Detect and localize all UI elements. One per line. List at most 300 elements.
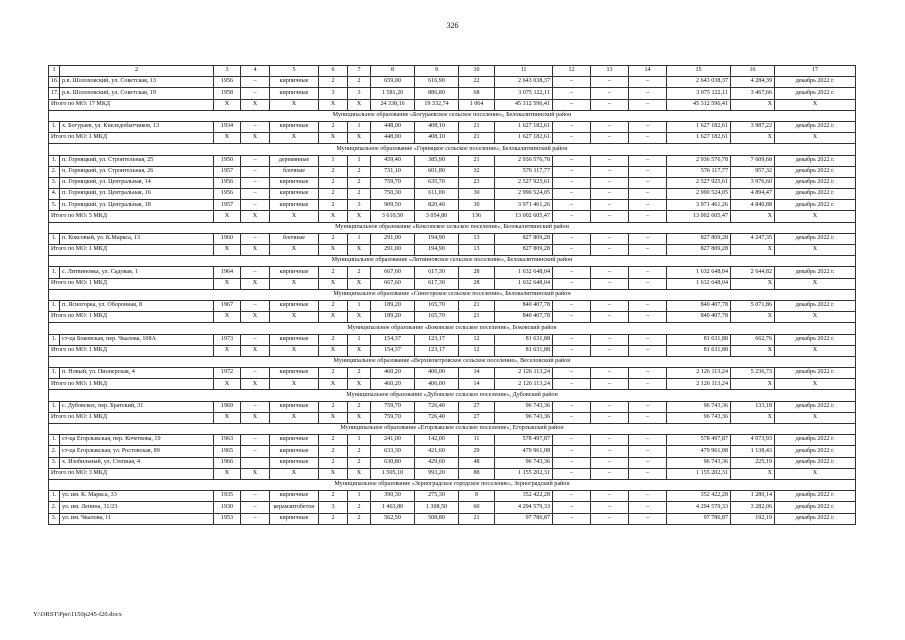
total-cell: 12 bbox=[459, 345, 495, 356]
building-cell: 3 075 122,11 bbox=[667, 88, 731, 99]
building-cell: 5 236,73 bbox=[731, 368, 775, 379]
total-cell: X bbox=[214, 245, 241, 256]
building-cell: кирпичные bbox=[270, 267, 319, 278]
building-cell: – bbox=[629, 300, 667, 311]
building-cell: 840 407,78 bbox=[667, 300, 731, 311]
municipality-title: Муниципальное образование «Литвиновское сельское поселение», Белокалитвинский район bbox=[49, 256, 856, 267]
building-cell: 1 632 648,04 bbox=[495, 267, 553, 278]
column-number-cell: 2 bbox=[60, 66, 214, 77]
total-cell: X bbox=[214, 211, 241, 222]
municipality-title: Муниципальное образование «Зерноградское городское поселение», Зерноградский район bbox=[49, 479, 856, 490]
building-cell: 448,00 bbox=[371, 121, 415, 132]
building-cell: – bbox=[553, 435, 591, 446]
building-cell: 1. bbox=[49, 300, 60, 311]
total-cell: 81 631,88 bbox=[667, 345, 731, 356]
municipality-section-row bbox=[49, 356, 856, 367]
building-cell: – bbox=[241, 177, 270, 188]
building-cell: 1. bbox=[49, 368, 60, 379]
total-cell: X bbox=[214, 345, 241, 356]
building-cell: декабрь 2022 г. bbox=[775, 200, 856, 211]
building-cell: кирпичные bbox=[270, 121, 319, 132]
building-cell: 659,00 bbox=[371, 77, 415, 88]
total-cell: X bbox=[731, 312, 775, 323]
building-cell: 827 809,28 bbox=[495, 233, 553, 244]
building-cell: 820,40 bbox=[415, 200, 459, 211]
total-cell: 19 332,74 bbox=[415, 99, 459, 110]
building-cell: 17. bbox=[49, 88, 60, 99]
building-cell: 97 786,87 bbox=[667, 513, 731, 524]
building-cell: п. Горняцкий, ул. Центральная, 14 bbox=[60, 177, 214, 188]
building-row bbox=[49, 233, 856, 244]
building-cell: – bbox=[591, 368, 629, 379]
building-cell: – bbox=[629, 200, 667, 211]
total-cell: X bbox=[775, 133, 856, 144]
building-cell: с. Литвиновка, ул. Садовая, 1 bbox=[60, 267, 214, 278]
building-cell: 2. bbox=[49, 446, 60, 457]
total-cell: – bbox=[591, 379, 629, 390]
total-cell: X bbox=[731, 133, 775, 144]
municipality-total-row bbox=[49, 133, 856, 144]
municipality-total-row bbox=[49, 245, 856, 256]
building-cell: 16. bbox=[49, 77, 60, 88]
column-number-cell: 14 bbox=[629, 66, 667, 77]
building-cell: х. Изобильный, ул. Степная, 4 bbox=[60, 457, 214, 468]
building-cell: – bbox=[629, 77, 667, 88]
building-cell: – bbox=[553, 177, 591, 188]
total-cell: 827 809,28 bbox=[667, 245, 731, 256]
total-cell: 759,70 bbox=[371, 412, 415, 423]
building-cell: кирпичные bbox=[270, 368, 319, 379]
total-cell: 136 bbox=[459, 211, 495, 222]
building-cell: 1 627 182,61 bbox=[667, 121, 731, 132]
building-cell: 13 bbox=[459, 233, 495, 244]
total-cell: 189,20 bbox=[371, 312, 415, 323]
building-cell: 562,50 bbox=[371, 513, 415, 524]
building-cell: 1950 bbox=[214, 155, 241, 166]
building-cell: 241,00 bbox=[371, 435, 415, 446]
building-cell: деревянные bbox=[270, 155, 319, 166]
building-cell: 189,20 bbox=[371, 300, 415, 311]
building-cell: декабрь 2022 г. bbox=[775, 491, 856, 502]
building-cell: 617,30 bbox=[415, 267, 459, 278]
building-cell: – bbox=[591, 491, 629, 502]
total-cell: 81 631,88 bbox=[495, 345, 553, 356]
building-cell: – bbox=[553, 267, 591, 278]
building-cell: 459,40 bbox=[371, 155, 415, 166]
total-cell: – bbox=[553, 211, 591, 222]
column-number-cell: 5 bbox=[270, 66, 319, 77]
building-cell: с. Дубовское, пер. Братский, 31 bbox=[60, 401, 214, 412]
building-row bbox=[49, 457, 856, 468]
building-cell: 479 961,08 bbox=[495, 446, 553, 457]
building-cell: – bbox=[241, 267, 270, 278]
building-cell: 1953 bbox=[214, 513, 241, 524]
total-cell: X bbox=[319, 345, 348, 356]
building-cell: 2 bbox=[319, 491, 348, 502]
total-cell: X bbox=[775, 345, 856, 356]
building-row bbox=[49, 368, 856, 379]
building-cell: 60 bbox=[459, 502, 495, 513]
building-cell: 630,80 bbox=[371, 457, 415, 468]
building-cell: – bbox=[629, 435, 667, 446]
total-cell: X bbox=[319, 211, 348, 222]
total-cell: X bbox=[214, 379, 241, 390]
building-cell: – bbox=[241, 300, 270, 311]
total-cell: – bbox=[591, 468, 629, 479]
municipality-total-row bbox=[49, 312, 856, 323]
total-cell: 408,10 bbox=[415, 133, 459, 144]
building-cell: 4 840,88 bbox=[731, 200, 775, 211]
building-cell: – bbox=[629, 177, 667, 188]
total-cell: 28 bbox=[459, 278, 495, 289]
building-cell: кирпичные bbox=[270, 334, 319, 345]
building-cell: блочные bbox=[270, 166, 319, 177]
building-cell: 3 bbox=[348, 88, 371, 99]
building-row bbox=[49, 401, 856, 412]
total-cell: X bbox=[241, 245, 270, 256]
building-cell: 1. bbox=[49, 334, 60, 345]
building-cell: кирпичные bbox=[270, 300, 319, 311]
building-cell: 578 497,87 bbox=[667, 435, 731, 446]
building-cell: 1965 bbox=[214, 446, 241, 457]
footer-file-path: Y:\ORST\Ppo\1150p245-f20.docx bbox=[33, 611, 122, 618]
total-cell: 1 627 182,61 bbox=[667, 133, 731, 144]
building-cell: декабрь 2022 г. bbox=[775, 233, 856, 244]
total-cell: X bbox=[348, 312, 371, 323]
building-cell: 14 bbox=[459, 368, 495, 379]
building-cell: – bbox=[553, 121, 591, 132]
municipality-section-row bbox=[49, 289, 856, 300]
building-cell: 2 126 113,24 bbox=[667, 368, 731, 379]
municipality-total-row bbox=[49, 468, 856, 479]
building-cell: кирпичные bbox=[270, 189, 319, 200]
column-number-cell: 17 bbox=[775, 66, 856, 77]
total-cell: 1 155 202,31 bbox=[495, 468, 553, 479]
building-cell: ул. им. Ленина, 31/23 bbox=[60, 502, 214, 513]
total-cell: X bbox=[214, 468, 241, 479]
building-cell: 4 284,39 bbox=[731, 77, 775, 88]
column-number-cell: 3 bbox=[214, 66, 241, 77]
building-cell: 4. bbox=[49, 189, 60, 200]
total-cell: X bbox=[241, 211, 270, 222]
housing-table bbox=[48, 65, 856, 525]
building-cell: – bbox=[241, 155, 270, 166]
building-cell: 2. bbox=[49, 502, 60, 513]
total-cell: 406,00 bbox=[415, 379, 459, 390]
municipality-section-row bbox=[49, 323, 856, 334]
total-cell: – bbox=[629, 278, 667, 289]
total-cell: – bbox=[629, 211, 667, 222]
building-cell: 291,00 bbox=[371, 233, 415, 244]
building-cell: 1 138,43 bbox=[731, 446, 775, 457]
column-number-cell: 7 bbox=[348, 66, 371, 77]
building-row bbox=[49, 300, 856, 311]
total-cell: – bbox=[591, 312, 629, 323]
building-cell: – bbox=[591, 189, 629, 200]
building-cell: – bbox=[553, 200, 591, 211]
column-number-cell: 4 bbox=[241, 66, 270, 77]
building-cell: 2 643 038,37 bbox=[667, 77, 731, 88]
total-cell: X bbox=[775, 99, 856, 110]
building-cell: – bbox=[241, 513, 270, 524]
column-number-cell: 8 bbox=[371, 66, 415, 77]
building-cell: 408,10 bbox=[415, 121, 459, 132]
building-cell: 1930 bbox=[214, 502, 241, 513]
building-cell: кирпичные bbox=[270, 177, 319, 188]
building-cell: – bbox=[553, 334, 591, 345]
total-cell: 617,30 bbox=[415, 278, 459, 289]
total-cell: 88 bbox=[459, 468, 495, 479]
building-cell: – bbox=[629, 502, 667, 513]
building-cell: 2 bbox=[319, 513, 348, 524]
total-cell: 448,00 bbox=[371, 133, 415, 144]
building-cell: – bbox=[591, 155, 629, 166]
total-cell: X bbox=[270, 99, 319, 110]
building-cell: 275,30 bbox=[415, 491, 459, 502]
building-cell: декабрь 2022 г. bbox=[775, 368, 856, 379]
building-cell: 7 609,68 bbox=[731, 155, 775, 166]
building-cell: 12 bbox=[459, 334, 495, 345]
building-cell: 827 809,28 bbox=[667, 233, 731, 244]
building-cell: 30 bbox=[459, 200, 495, 211]
building-cell: 3 282,06 bbox=[731, 502, 775, 513]
building-cell: – bbox=[553, 233, 591, 244]
total-cell: 154,37 bbox=[371, 345, 415, 356]
building-cell: – bbox=[591, 177, 629, 188]
building-cell: 3 971 461,26 bbox=[667, 200, 731, 211]
building-cell: 667,60 bbox=[371, 267, 415, 278]
building-cell: – bbox=[241, 334, 270, 345]
total-cell: – bbox=[591, 211, 629, 222]
building-cell: 601,80 bbox=[415, 166, 459, 177]
building-cell: 1 627 182,61 bbox=[495, 121, 553, 132]
column-number-cell: 13 bbox=[591, 66, 629, 77]
building-cell: 22 bbox=[459, 77, 495, 88]
total-cell: – bbox=[629, 133, 667, 144]
building-cell: кирпичные bbox=[270, 401, 319, 412]
building-cell: 2 bbox=[348, 457, 371, 468]
total-cell: X bbox=[319, 468, 348, 479]
building-cell: 1 bbox=[348, 334, 371, 345]
municipality-total-row bbox=[49, 379, 856, 390]
building-cell: 2 bbox=[319, 200, 348, 211]
building-cell: декабрь 2022 г. bbox=[775, 502, 856, 513]
building-cell: кирпичные bbox=[270, 457, 319, 468]
building-cell: 759,70 bbox=[371, 401, 415, 412]
total-label: Итого по МО: 1 МКД bbox=[49, 412, 214, 423]
total-cell: X bbox=[348, 99, 371, 110]
building-cell: 2 bbox=[348, 513, 371, 524]
building-cell: 1 bbox=[348, 491, 371, 502]
building-cell: 1972 bbox=[214, 368, 241, 379]
building-row bbox=[49, 502, 856, 513]
building-cell: ст-ца Егорлыкская, ул. Ростовская, 89 bbox=[60, 446, 214, 457]
building-cell: 1935 bbox=[214, 491, 241, 502]
total-cell: X bbox=[214, 278, 241, 289]
building-cell: декабрь 2022 г. bbox=[775, 457, 856, 468]
total-cell: 96 743,36 bbox=[495, 412, 553, 423]
building-cell: 909,50 bbox=[371, 200, 415, 211]
total-cell: X bbox=[241, 379, 270, 390]
building-cell: 1 280,14 bbox=[731, 491, 775, 502]
total-cell: 726,40 bbox=[415, 412, 459, 423]
building-cell: 29 bbox=[459, 446, 495, 457]
total-cell: 21 bbox=[459, 312, 495, 323]
total-cell: X bbox=[270, 312, 319, 323]
building-cell: 2 bbox=[348, 502, 371, 513]
building-cell: 390,30 bbox=[371, 491, 415, 502]
building-cell: – bbox=[553, 513, 591, 524]
building-cell: 2 bbox=[348, 77, 371, 88]
building-cell: 1. bbox=[49, 267, 60, 278]
building-cell: 2 643 038,37 bbox=[495, 77, 553, 88]
building-cell: 1969 bbox=[214, 401, 241, 412]
building-cell: п. Горняцкий, ул. Строительная, 25 bbox=[60, 155, 214, 166]
building-cell: 2 bbox=[319, 77, 348, 88]
building-cell: п. Горняцкий, ул. Центральная, 18 bbox=[60, 200, 214, 211]
building-cell: 1 581,20 bbox=[371, 88, 415, 99]
total-cell: 460,20 bbox=[371, 379, 415, 390]
building-cell: – bbox=[241, 88, 270, 99]
building-cell: 154,37 bbox=[371, 334, 415, 345]
total-cell: X bbox=[241, 312, 270, 323]
municipality-title: Муниципальное образование «Горняцкое сельское поселение», Белокалитвинский район bbox=[49, 144, 856, 155]
total-cell: – bbox=[591, 345, 629, 356]
building-cell: – bbox=[241, 491, 270, 502]
total-cell: – bbox=[553, 99, 591, 110]
building-cell: 21 bbox=[459, 300, 495, 311]
total-cell: 165,70 bbox=[415, 312, 459, 323]
total-cell: 1 155 202,31 bbox=[667, 468, 731, 479]
building-row bbox=[49, 513, 856, 524]
building-cell: 32 bbox=[459, 166, 495, 177]
building-cell: 2 bbox=[319, 435, 348, 446]
total-cell: X bbox=[731, 211, 775, 222]
building-cell: декабрь 2022 г. bbox=[775, 189, 856, 200]
building-cell: – bbox=[591, 267, 629, 278]
municipality-total-row bbox=[49, 99, 856, 110]
building-cell: 2 bbox=[319, 166, 348, 177]
total-cell: 14 bbox=[459, 379, 495, 390]
building-cell: 4 073,93 bbox=[731, 435, 775, 446]
building-cell: 1. bbox=[49, 491, 60, 502]
total-cell: X bbox=[319, 412, 348, 423]
building-cell: декабрь 2022 г. bbox=[775, 177, 856, 188]
building-cell: 96 743,36 bbox=[495, 457, 553, 468]
building-cell: 2 bbox=[319, 121, 348, 132]
building-cell: – bbox=[553, 502, 591, 513]
total-cell: – bbox=[629, 379, 667, 390]
total-cell: – bbox=[591, 278, 629, 289]
building-cell: кирпичные bbox=[270, 435, 319, 446]
building-cell: – bbox=[553, 491, 591, 502]
municipality-title: Муниципальное образование «Коксовское сельское поселение», Белокалитвинский район bbox=[49, 222, 856, 233]
building-cell: 2 126 113,24 bbox=[495, 368, 553, 379]
building-cell: 97 786,87 bbox=[495, 513, 553, 524]
building-cell: 11 bbox=[459, 435, 495, 446]
building-cell: – bbox=[591, 300, 629, 311]
total-cell: X bbox=[348, 278, 371, 289]
total-cell: X bbox=[348, 379, 371, 390]
building-cell: 1956 bbox=[214, 189, 241, 200]
building-cell: 2 bbox=[319, 300, 348, 311]
building-cell: 662,76 bbox=[731, 334, 775, 345]
building-cell: – bbox=[591, 200, 629, 211]
building-cell: 2 bbox=[319, 457, 348, 468]
building-cell: 81 631,88 bbox=[667, 334, 731, 345]
building-cell: декабрь 2022 г. bbox=[775, 155, 856, 166]
building-row bbox=[49, 77, 856, 88]
total-cell: X bbox=[775, 211, 856, 222]
building-cell: 2 bbox=[319, 368, 348, 379]
total-cell: X bbox=[348, 245, 371, 256]
building-cell: 616,90 bbox=[415, 77, 459, 88]
building-cell: 576 117,77 bbox=[495, 166, 553, 177]
municipality-total-row bbox=[49, 278, 856, 289]
building-cell: декабрь 2022 г. bbox=[775, 401, 856, 412]
building-cell: – bbox=[591, 88, 629, 99]
building-cell: 3. bbox=[49, 177, 60, 188]
building-cell: – bbox=[629, 121, 667, 132]
total-cell: X bbox=[731, 99, 775, 110]
building-row bbox=[49, 155, 856, 166]
building-cell: кирпичные bbox=[270, 200, 319, 211]
total-cell: – bbox=[553, 379, 591, 390]
total-label: Итого по МО: 1 МКД bbox=[49, 278, 214, 289]
building-cell: декабрь 2022 г. bbox=[775, 88, 856, 99]
total-cell: X bbox=[731, 278, 775, 289]
total-cell: 96 743,36 bbox=[667, 412, 731, 423]
total-cell: X bbox=[348, 133, 371, 144]
building-cell: 96 743,36 bbox=[667, 401, 731, 412]
building-cell: 23 bbox=[459, 177, 495, 188]
total-cell: X bbox=[270, 468, 319, 479]
building-cell: 1 463,80 bbox=[371, 502, 415, 513]
building-cell: 3 467,66 bbox=[731, 88, 775, 99]
building-cell: – bbox=[553, 401, 591, 412]
total-cell: 27 bbox=[459, 412, 495, 423]
building-cell: 1 bbox=[348, 300, 371, 311]
building-cell: 731,10 bbox=[371, 166, 415, 177]
building-cell: декабрь 2022 г. bbox=[775, 166, 856, 177]
total-cell: – bbox=[553, 345, 591, 356]
municipality-title: Муниципальное образование «Егорлыкское сельское поселение», Егорлыкский район bbox=[49, 424, 856, 435]
building-cell: 2 bbox=[348, 166, 371, 177]
column-number-cell: 6 bbox=[319, 66, 348, 77]
total-cell: 1 632 648,04 bbox=[495, 278, 553, 289]
building-cell: – bbox=[553, 457, 591, 468]
building-cell: 3. bbox=[49, 457, 60, 468]
building-cell: 1. bbox=[49, 233, 60, 244]
building-cell: – bbox=[241, 166, 270, 177]
total-cell: 840 407,78 bbox=[495, 312, 553, 323]
building-cell: 3 976,60 bbox=[731, 177, 775, 188]
total-cell: X bbox=[241, 99, 270, 110]
building-cell: – bbox=[629, 368, 667, 379]
building-cell: – bbox=[591, 121, 629, 132]
building-cell: – bbox=[553, 166, 591, 177]
building-cell: 1 bbox=[348, 121, 371, 132]
building-cell: 1 308,50 bbox=[415, 502, 459, 513]
building-row bbox=[49, 435, 856, 446]
building-cell: 2 bbox=[348, 177, 371, 188]
building-cell: 1966 bbox=[214, 457, 241, 468]
building-cell: декабрь 2022 г. bbox=[775, 267, 856, 278]
building-cell: ул. им. К. Маркса, 33 bbox=[60, 491, 214, 502]
municipality-section-row bbox=[49, 390, 856, 401]
column-number-cell: 1 bbox=[49, 66, 60, 77]
building-cell: 1 bbox=[348, 435, 371, 446]
